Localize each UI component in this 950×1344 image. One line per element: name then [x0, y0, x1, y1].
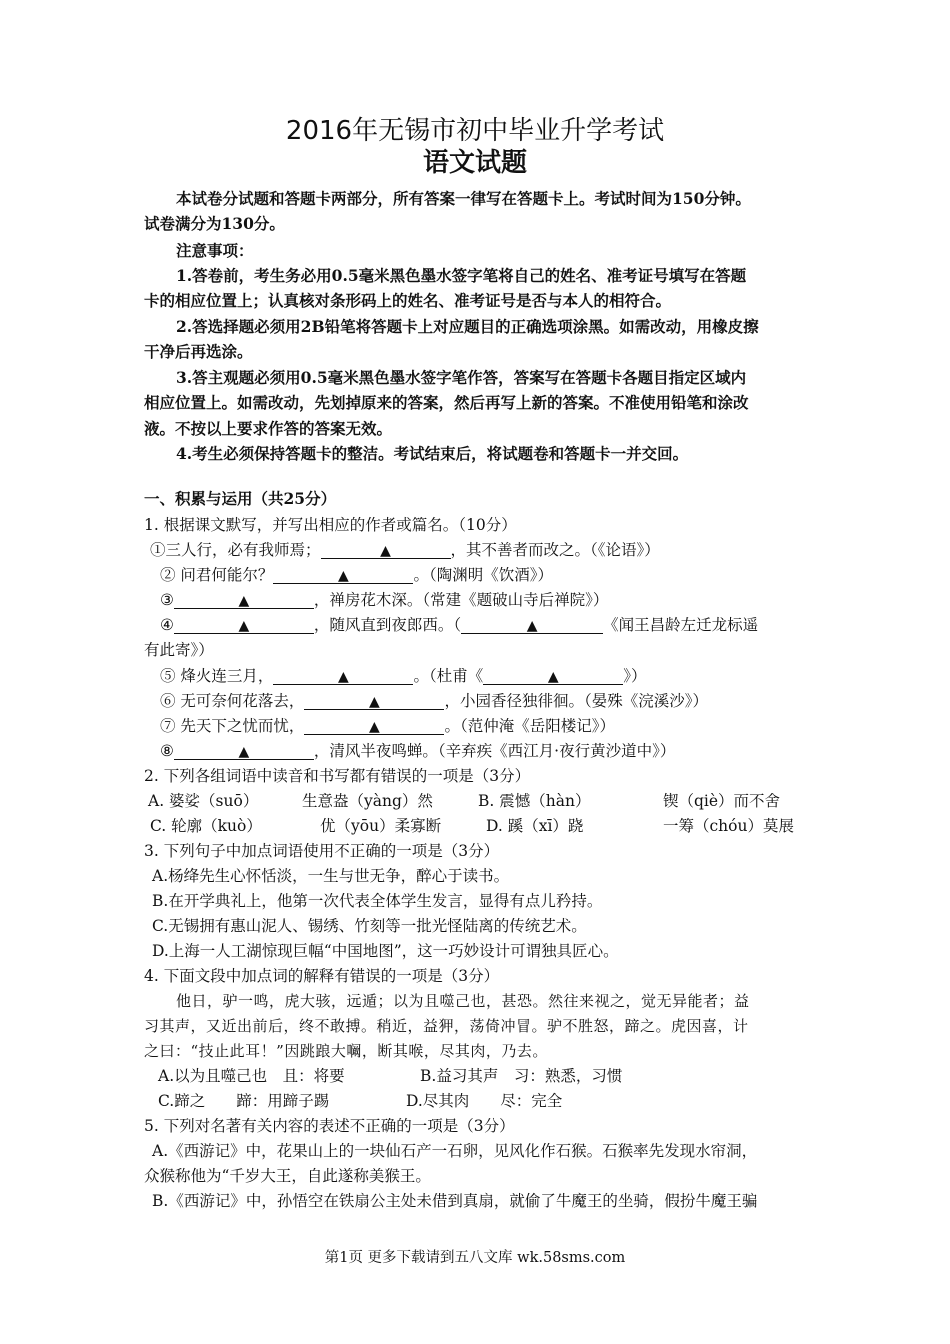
option[interactable]: A.《西游记》中，花果山上的一块仙石产一石卵，见风化作石猴。石猴率先发现水帘洞，: [152, 1142, 758, 1160]
answer-blank[interactable]: ▲: [304, 716, 444, 735]
answer-blank[interactable]: ▲: [483, 666, 623, 685]
fill-item: ② 问君何能尔？ ▲ 。（陶渊明《饮酒》）: [160, 566, 553, 584]
page-subtitle: 语文试题: [422, 148, 527, 178]
option[interactable]: A. 婆娑（suō）: [148, 792, 259, 810]
notice-item: 液。不按以上要求作答的答案无效。: [144, 419, 393, 438]
notice-item: 4.考生必须保持答题卡的整洁。考试结束后，将试题卷和答题卡一并交回。: [176, 444, 689, 463]
passage-line: 之曰：“技止此耳！”因跳踉大㘎，断其喉，尽其肉，乃去。: [144, 1042, 548, 1060]
option[interactable]: 锲（qiè）而不舍: [663, 792, 781, 810]
notice-item: 2.答选择题必须用2B铅笔将答题卡上对应题目的正确选项涂黑。如需改动，用橡皮擦: [176, 317, 759, 336]
fill-item: ③ ▲ ，禅房花木深。（常建《题破山寺后禅院》）: [160, 591, 609, 609]
notice-item: 相应位置上。如需改动，先划掉原来的答案，然后再写上新的答案。不准使用铅笔和涂改: [144, 393, 749, 412]
answer-blank[interactable]: ▲: [174, 615, 314, 634]
option[interactable]: 一筹（chóu）莫展: [663, 817, 794, 835]
fill-item: ①三人行，必有我师焉； ▲ ，其不善者而改之。（《论语》）: [150, 541, 660, 559]
option[interactable]: D. 蹊（xī）跷: [486, 817, 584, 835]
notice-item: 1.答卷前，考生务必用0.5毫米黑色墨水签字笔将自己的姓名、准考证号填写在答题: [176, 266, 747, 285]
answer-blank[interactable]: ▲: [273, 565, 413, 584]
option[interactable]: D.上海一人工湖惊现巨幅“中国地图”，这一巧妙设计可谓独具匠心。: [152, 942, 619, 960]
fill-item: ④ ▲ ，随风直到夜郎西。（ ▲ 《闻王昌龄左迁龙标遥: [160, 616, 759, 634]
answer-blank[interactable]: ▲: [461, 615, 603, 634]
question-stem: 2. 下列各组词语中读音和书写都有错误的一项是（3分）: [144, 767, 531, 785]
section-heading: 一、积累与运用（共25分）: [144, 489, 337, 508]
intro-line: 试卷满分为130分。: [144, 214, 285, 233]
fill-item-cont: 有此寄》）: [144, 641, 214, 659]
option[interactable]: A.以为且噬己也 且：将要: [158, 1067, 345, 1085]
option[interactable]: C. 轮廓（kuò）: [150, 817, 262, 835]
option[interactable]: B. 震憾（hàn）: [478, 792, 591, 810]
answer-blank[interactable]: ▲: [174, 590, 314, 609]
option[interactable]: 优（yōu）柔寡断: [320, 817, 442, 835]
option[interactable]: B.益习其声 习：熟悉，习惯: [420, 1067, 623, 1085]
answer-blank[interactable]: ▲: [273, 666, 413, 685]
option[interactable]: B.《西游记》中，孙悟空在铁扇公主处未借到真扇，就偷了牛魔王的坐骑，假扮牛魔王骗: [152, 1192, 758, 1210]
fill-item: ⑥ 无可奈何花落去， ▲ ，小园香径独徘徊。（晏殊《浣溪沙》）: [160, 692, 708, 710]
notice-item: 3.答主观题必须用0.5毫米黑色墨水签字笔作答，答案写在答题卡各题目指定区域内: [176, 368, 747, 387]
question-stem: 4. 下面文段中加点词的解释有错误的一项是（3分）: [144, 967, 500, 985]
intro-line: 本试卷分试题和答题卡两部分，所有答案一律写在答题卡上。考试时间为150分钟。: [176, 189, 751, 208]
option[interactable]: C.蹄之 蹄：用蹄子踢: [158, 1092, 330, 1110]
option[interactable]: A.杨绛先生心怀恬淡，一生与世无争，醉心于读书。: [152, 867, 510, 885]
option-cont: 众猴称他为“千岁大王，自此遂称美猴王。: [144, 1167, 431, 1185]
page-footer: 第1页 更多下载请到五八文库 wk.58sms.com: [324, 1250, 626, 1266]
option[interactable]: 生意盎（yàng）然: [302, 792, 433, 810]
question-stem: 3. 下列句子中加点词语使用不正确的一项是（3分）: [144, 842, 500, 860]
passage-line: 他日，驴一鸣，虎大骇，远遁；以为且噬己也，甚恐。然往来视之，觉无异能者；益: [176, 992, 750, 1010]
option[interactable]: B.在开学典礼上，他第一次代表全体学生发言，显得有点儿矜持。: [152, 892, 603, 910]
notice-item: 卡的相应位置上；认真核对条形码上的姓名、准考证号是否与本人的相符合。: [144, 291, 672, 310]
notice-item: 干净后再选涂。: [144, 342, 253, 361]
option[interactable]: C.无锡拥有惠山泥人、锡绣、竹刻等一批光怪陆离的传统艺术。: [152, 917, 587, 935]
fill-item: ⑤ 烽火连三月， ▲ 。（杜甫《 ▲ 》）: [160, 667, 647, 685]
option[interactable]: D.尽其肉 尽：完全: [406, 1092, 563, 1110]
fill-item: ⑦ 先天下之忧而忧， ▲ 。（范仲淹《岳阳楼记》）: [160, 717, 615, 735]
notice-title: 注意事项：: [176, 241, 254, 260]
answer-blank[interactable]: ▲: [304, 691, 444, 710]
question-stem: 5. 下列对名著有关内容的表述不正确的一项是（3分）: [144, 1117, 515, 1135]
answer-blank[interactable]: ▲: [174, 741, 314, 760]
passage-line: 习其声，又近出前后，终不敢搏。稍近，益狎，荡倚冲冒。驴不胜怒，蹄之。虎因喜，计: [144, 1017, 749, 1035]
question-stem: 1. 根据课文默写，并写出相应的作者或篇名。（10分）: [144, 516, 517, 534]
fill-item: ⑧ ▲ ，清风半夜鸣蝉。（辛弃疾《西江月·夜行黄沙道中》）: [160, 742, 676, 760]
answer-blank[interactable]: ▲: [321, 540, 451, 559]
page-title: 2016年无锡市初中毕业升学考试: [285, 116, 665, 146]
